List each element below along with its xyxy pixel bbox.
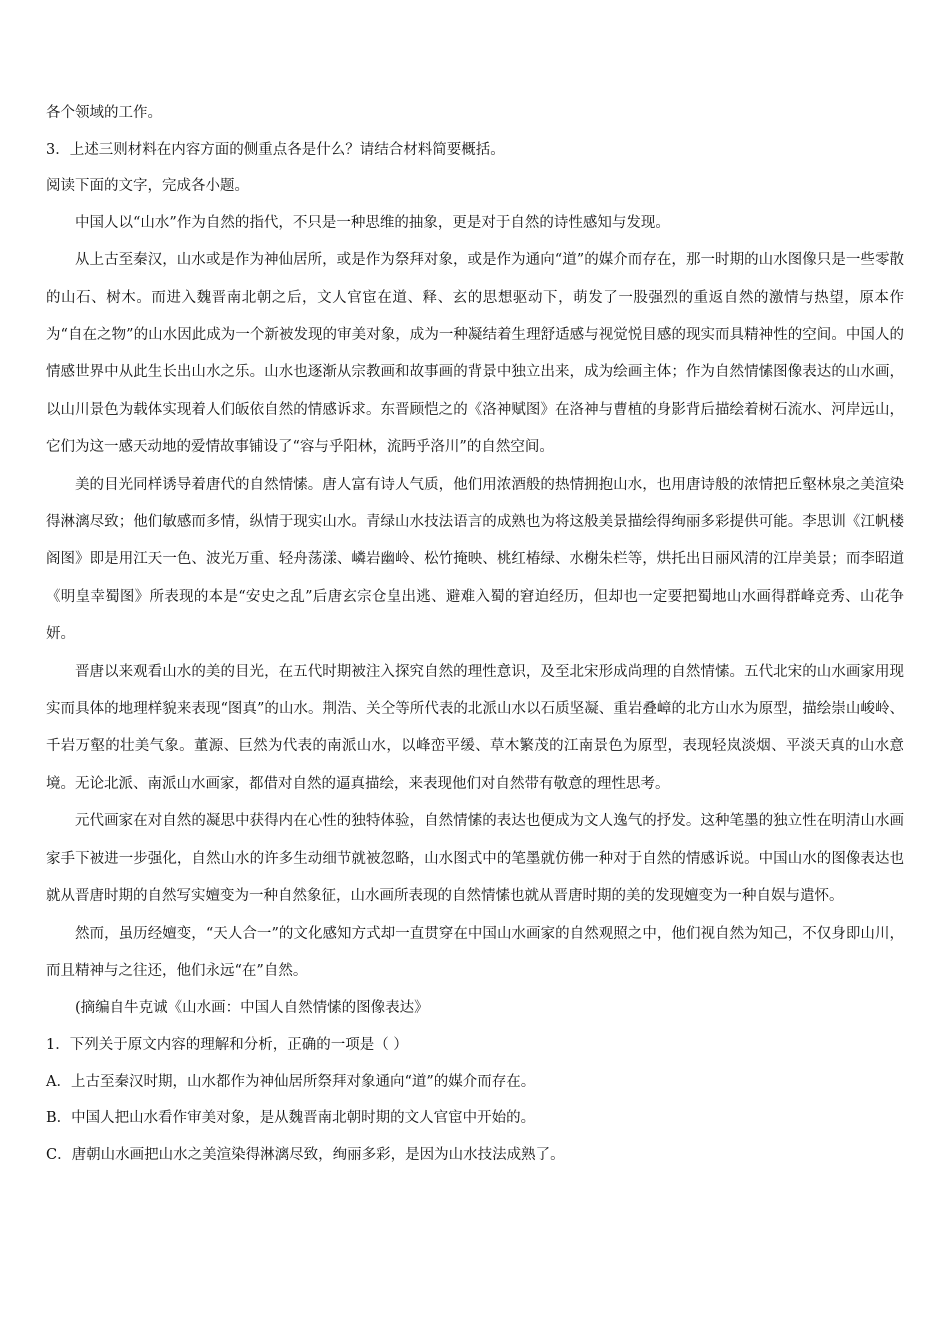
passage-paragraph-5: 元代画家在对自然的凝思中获得内在心性的独特体验，自然情愫的表达也便成为文人逸气的抒发。这种笔墨的独立性在明清山水画家手下被进一步强化，自然山水的许多生动细节就被忽略，山水图式中的笔墨就仿佛一种对于自然的情感诉说。中国山水的图像表达也就从晋唐时期的自然写实嬗变为一种自然象征，山水画所表现的自然情愫也就从晋唐时期的美的发现嬗变为一种自娱与遣怀。 [46, 813, 904, 905]
passage-paragraph-6: 然而，虽历经嬗变，“天人合一”的文化感知方式却一直贯穿在中国山水画家的自然观照之中，他们视自然为知己，不仅身即山川，而且精神与之往还，他们永远“在”自然。 [46, 925, 904, 979]
passage-paragraph-2: 从上古至秦汉，山水或是作为神仙居所，或是作为祭拜对象，或是作为通向“道”的媒介而存在，那一时期的山水图像只是一些零散的山石、树木。而进入魏晋南北朝之后，文人官宦在道、释、玄的思想驱动下，萌发了一股强烈的重返自然的激情与热望，原本作为“自在之物”的山水因此成为一个新被发现的审美对象，成为一种凝结着生理舒适感与视觉悦目感的现实而具精神性的空间。中国人的情感世界中从此生长出山水之乐。山水也逐渐从宗教画和故事画的背景中独立出来，成为绘画主体；作为自然情愫图像表达的山水画，以山川景色为载体实现着人们皈依自然的情感诉求。东晋顾恺之的《洛神赋图》在洛神与曹植的身影背后描绘着树石流水、河岸远山，它们为这一感天动地的爱情故事铺设了“容与乎阳林，流眄乎洛川”的自然空间。 [46, 252, 904, 456]
option-a: A．上古至秦汉时期，山水都作为神仙居所祭拜对象通向“道”的媒介而存在。 [46, 1073, 536, 1090]
option-c: C．唐朝山水画把山水之美渲染得淋漓尽致，绚丽多彩，是因为山水技法成熟了。 [46, 1146, 565, 1163]
source-note: (摘编自牛克诚《山水画：中国人自然情愫的图像表达》 [75, 1000, 429, 1017]
reading-instruction: 阅读下面的文字，完成各小题。 [46, 178, 249, 195]
option-b: B．中国人把山水看作审美对象，是从魏晋南北朝时期的文人官宦中开始的。 [46, 1110, 536, 1127]
passage-paragraph-3: 美的目光同样诱导着唐代的自然情愫。唐人富有诗人气质，他们用浓酒般的热情拥抱山水，也用唐诗般的浓情把丘壑林泉之美渲染得淋漓尽致；他们敏感而多情，纵情于现实山水。青绿山水技法语言的成熟也为将这般美景描绘得绚丽多彩提供可能。李思训《江帆楼阁图》即是用江天一色、波光万重、轻舟荡漾、嶙岩幽岭、松竹掩映、桃红椿绿、水榭朱栏等，烘托出日丽风清的江岸美景；而李昭道《明皇幸蜀图》所表现的本是“安史之乱”后唐玄宗仓皇出逃、避难入蜀的窘迫经历，但却也一定要把蜀地山水画得群峰竞秀、山花争妍。 [46, 476, 904, 643]
question-1-stem: 1．下列关于原文内容的理解和分析，正确的一项是（ ） [46, 1036, 408, 1053]
question-3: 3．上述三则材料在内容方面的侧重点各是什么？请结合材料简要概括。 [46, 141, 505, 158]
continued-line: 各个领域的工作。 [46, 105, 162, 121]
passage-paragraph-1: 中国人以“山水”作为自然的指代，不只是一种思维的抽象，更是对于自然的诗性感知与发现。 [75, 214, 670, 231]
passage-paragraph-4: 晋唐以来观看山水的美的目光，在五代时期被注入探究自然的理性意识，及至北宋形成尚理的自然情愫。五代北宋的山水画家用现实而具体的地理样貌来表现“图真”的山水。荆浩、关仝等所代表的北派山水以石质坚凝、重岩叠嶂的北方山水为原型，描绘崇山峻岭、千岩万壑的壮美气象。董源、巨然为代表的南派山水，以峰峦平缓、草木繁茂的江南景色为原型，表现轻岚淡烟、平淡天真的山水意境。无论北派、南派山水画家，都借对自然的逼真描绘，来表现他们对自然带有敬意的理性思考。 [46, 663, 904, 792]
